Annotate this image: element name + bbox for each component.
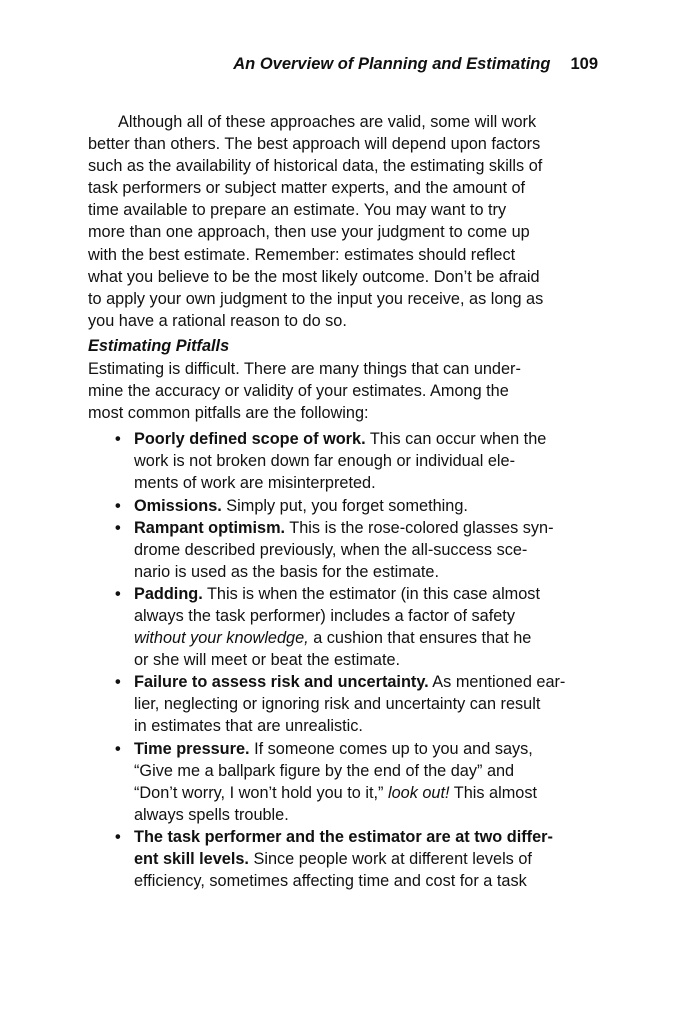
bullet-line: in estimates that are unrealistic.	[134, 717, 363, 736]
paragraph-line: what you believe to be the most likely outcome. Don’t be afraid	[88, 267, 540, 286]
paragraph-line: more than one approach, then use your judgment to come up	[88, 223, 530, 242]
bullet-term: Time pressure.	[134, 739, 250, 758]
bullet-icon: •	[115, 673, 121, 692]
list-item	[88, 671, 608, 737]
bullet-line: or she will meet or beat the estimate.	[134, 651, 401, 670]
bullet-icon: •	[115, 827, 121, 846]
bullet-term: The task performer and the estimator are at two differ-	[134, 827, 553, 846]
bullet-text: This almost	[449, 783, 537, 802]
bullet-icon: •	[115, 518, 121, 537]
paragraph-line: most common pitfalls are the following:	[88, 404, 369, 423]
bullet-emphasis: look out!	[387, 783, 450, 802]
bullet-line: lier, neglecting or ignoring risk and uncertainty can result	[134, 695, 541, 714]
bullet-text: This is when the estimator (in this case almost	[202, 584, 540, 603]
paragraph-line: with the best estimate. Remember: estimates should reflect	[88, 245, 516, 264]
paragraph-line: task performers or subject matter experts, and the amount of	[88, 179, 526, 198]
bullet-text: “Don’t worry, I won’t hold you to it,”	[134, 783, 388, 802]
running-title: An Overview of Planning and Estimating	[233, 55, 551, 73]
bullet-line: always spells trouble.	[134, 805, 289, 824]
bullet-term: Poorly defined scope of work.	[134, 430, 366, 449]
bullet-text: This can occur when the	[365, 430, 547, 449]
bullet-text: This is the rose-colored glasses syn-	[285, 518, 554, 537]
bullet-line: ments of work are misinterpreted.	[134, 474, 376, 493]
bullet-icon: •	[115, 430, 121, 449]
bullet-text: If someone comes up to you and says,	[249, 739, 533, 758]
bullet-text: Simply put, you forget something.	[221, 496, 468, 515]
bullet-text: a cushion that ensures that he	[308, 629, 532, 648]
bullet-term: Padding.	[134, 584, 203, 603]
list-item	[88, 738, 608, 826]
bullet-line: nario is used as the basis for the estimate.	[134, 562, 439, 581]
paragraph-line: Although all of these approaches are valid, some will work	[118, 113, 537, 131]
bullet-line: efficiency, sometimes affecting time and cost for a task	[134, 872, 527, 891]
bullet-text: Since people work at different levels of	[248, 850, 532, 868]
bullet-term: Omissions.	[134, 496, 222, 515]
bullet-emphasis: without your knowledge,	[134, 629, 309, 648]
bullet-term: Failure to assess risk and uncertainty.	[134, 673, 429, 692]
list-item	[88, 826, 608, 892]
bullet-term: Rampant optimism.	[134, 518, 286, 537]
bullet-line: “Give me a ballpark figure by the end of the day” and	[134, 761, 515, 780]
bullet-line: always the task performer) includes a factor of safety	[134, 606, 515, 625]
paragraph-approaches	[88, 111, 608, 332]
bullet-line: drome described previously, when the all-success sce-	[134, 540, 528, 559]
pitfalls-list	[88, 428, 608, 892]
list-item	[88, 517, 608, 583]
section-heading: Estimating Pitfalls	[88, 336, 230, 355]
paragraph-pitfalls-intro	[88, 358, 608, 424]
list-item	[88, 583, 608, 671]
paragraph-line: mine the accuracy or validity of your estimates. Among the	[88, 382, 509, 401]
paragraph-line: to apply your own judgment to the input you receive, as long as	[88, 289, 544, 308]
paragraph-line: Estimating is difficult. There are many things that can under-	[88, 359, 521, 378]
paragraph-line: better than others. The best approach will depend upon factors	[88, 135, 541, 154]
paragraph-line: such as the availability of historical data, the estimating skills of	[88, 157, 543, 176]
bullet-icon: •	[115, 496, 121, 515]
bullet-text: As mentioned ear-	[428, 673, 566, 692]
bullet-icon: •	[115, 739, 121, 758]
bullet-icon: •	[115, 584, 121, 603]
bullet-line: work is not broken down far enough or individual ele-	[134, 452, 516, 471]
page-number: 109	[570, 55, 598, 73]
running-head	[88, 53, 598, 75]
list-item	[88, 428, 608, 494]
body-text	[88, 111, 608, 892]
list-item	[88, 495, 608, 517]
paragraph-line: time available to prepare an estimate. You may want to try	[88, 201, 507, 220]
bullet-term: ent skill levels.	[134, 850, 249, 868]
paragraph-line: you have a rational reason to do so.	[88, 311, 347, 330]
